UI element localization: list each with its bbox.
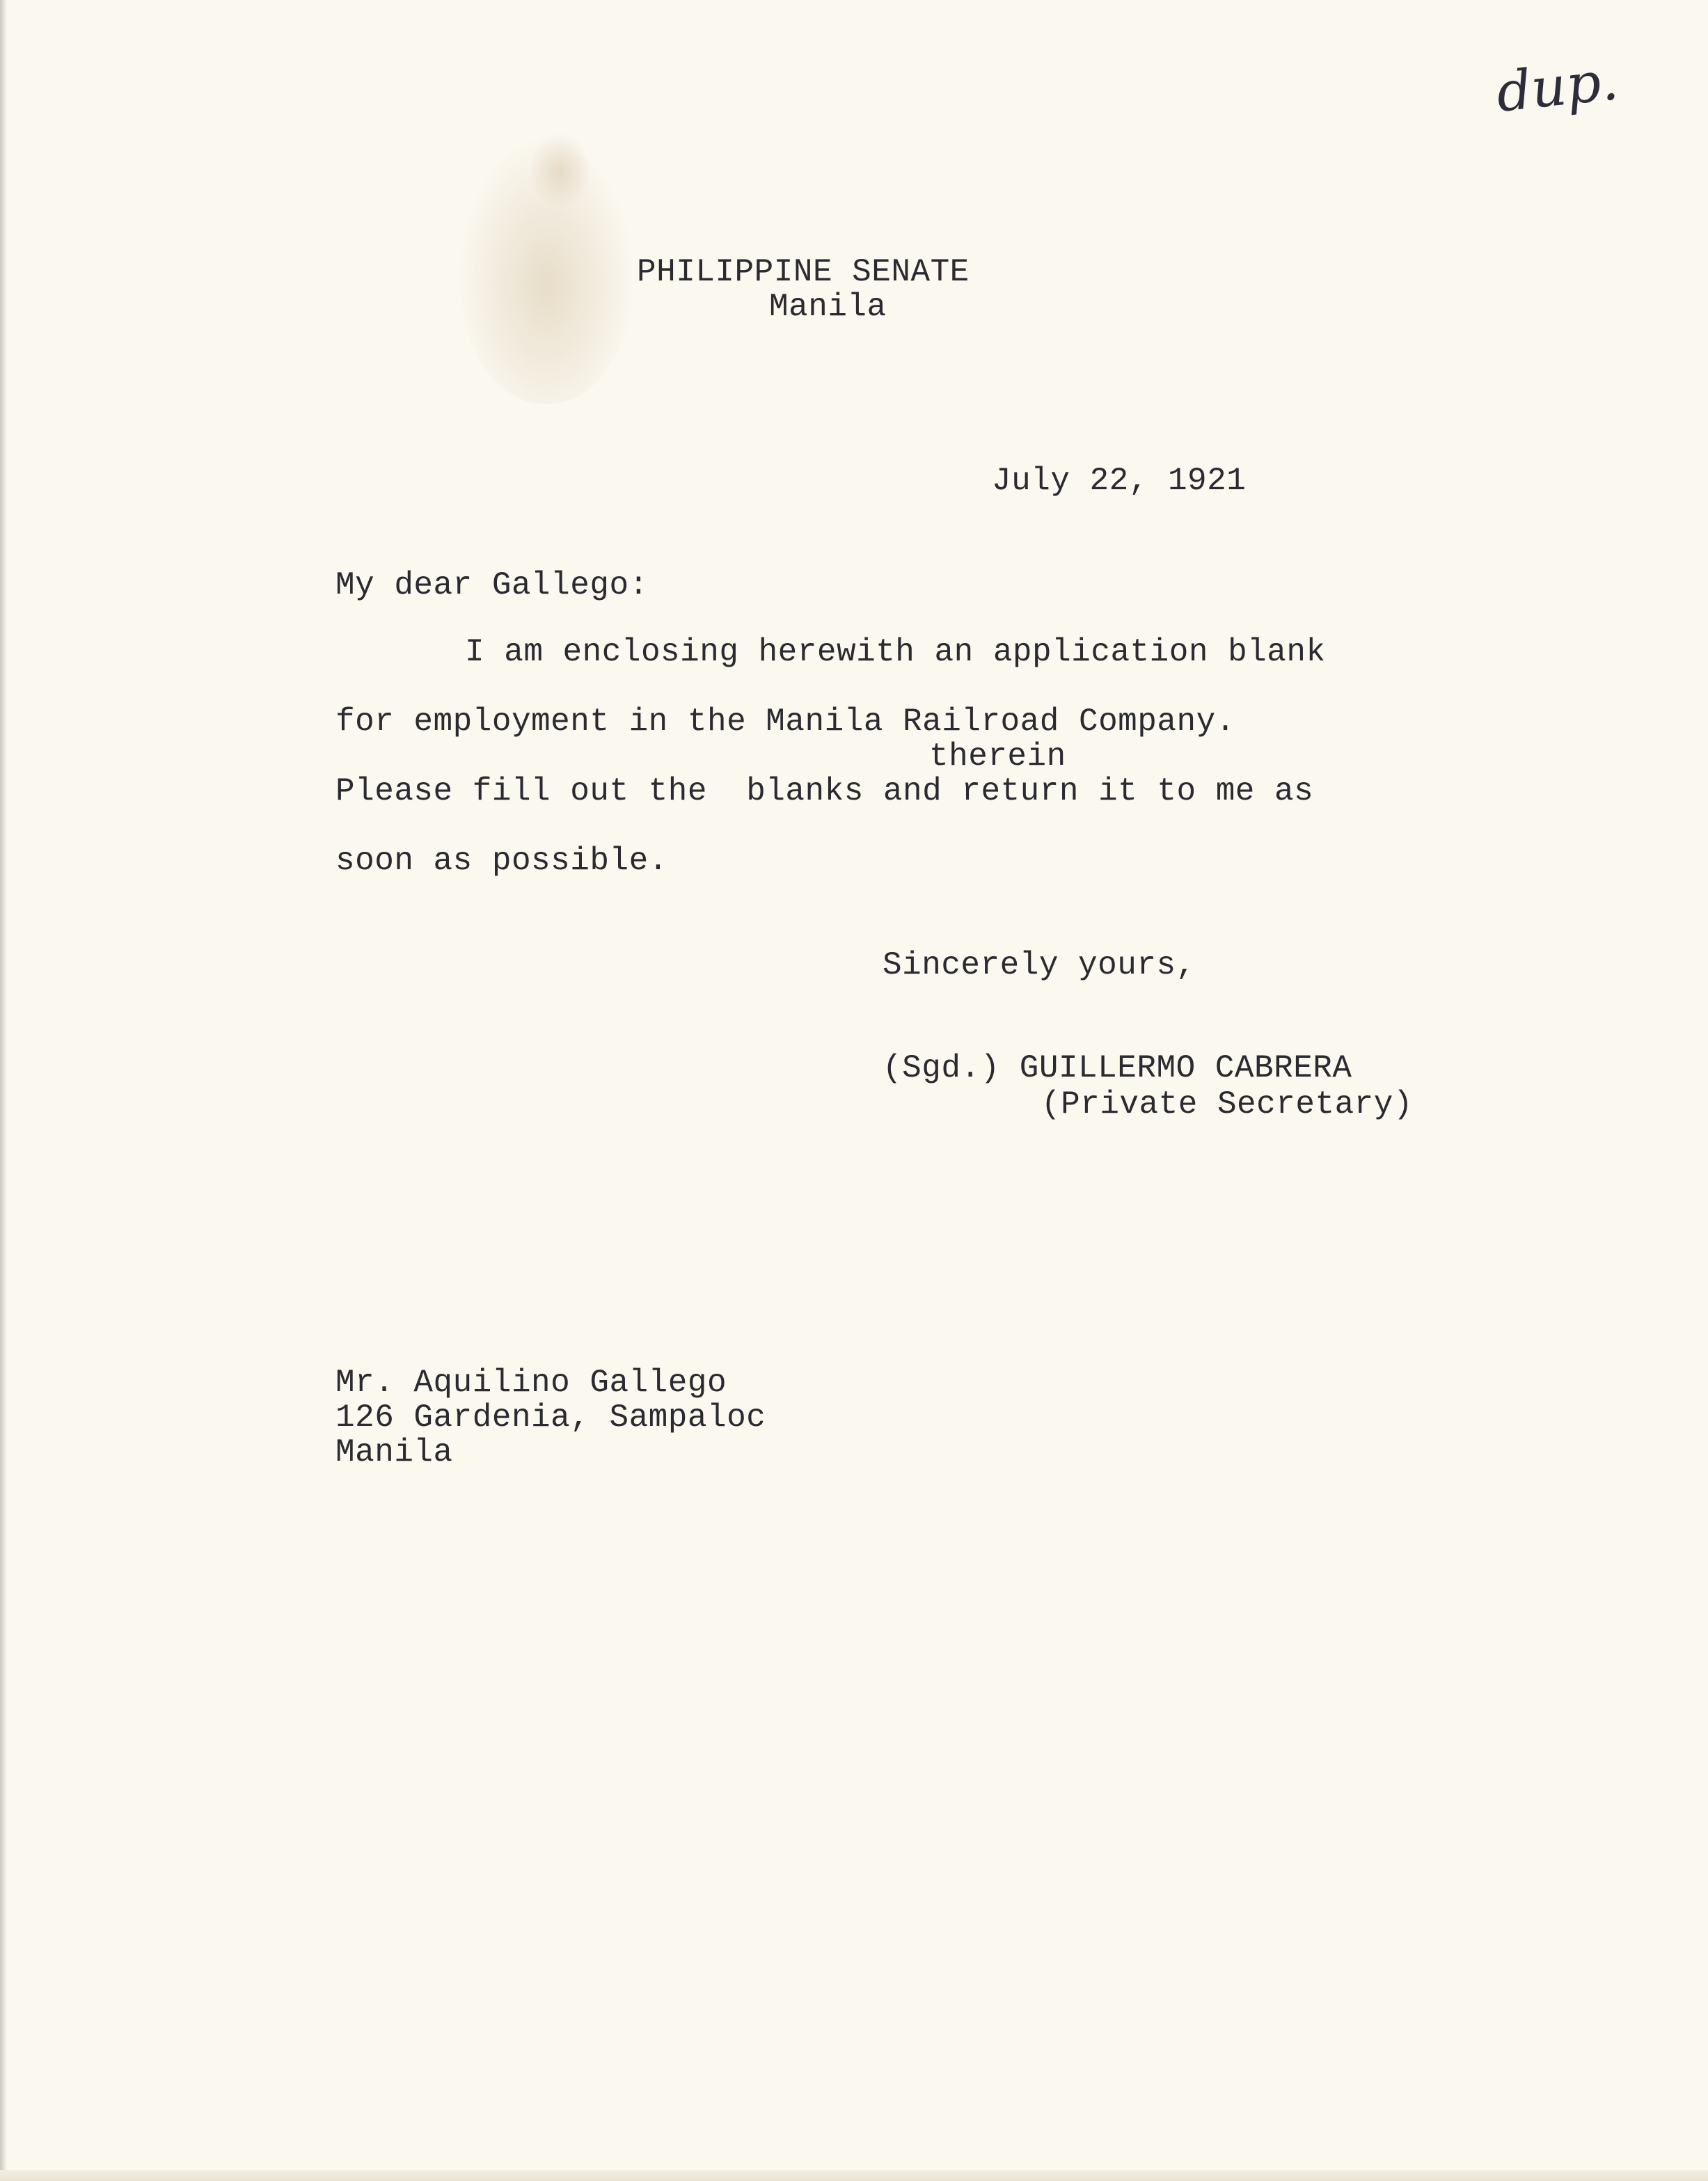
letterhead-city: Manila xyxy=(769,289,887,325)
body-line-3: Please fill out the blanks and return it to me as xyxy=(335,773,1314,809)
signature-name: (Sgd.) GUILLERMO CABRERA xyxy=(883,1050,1352,1086)
recipient-name: Mr. Aquilino Gallego xyxy=(335,1365,727,1401)
salutation: My dear Gallego: xyxy=(335,567,649,603)
scan-footer-strip xyxy=(0,2170,1708,2181)
closing: Sincerely yours, xyxy=(883,947,1196,983)
letter-date: July 22, 1921 xyxy=(992,463,1247,499)
body-line-4: soon as possible. xyxy=(335,843,668,879)
scan-edge-shadow xyxy=(0,0,7,2181)
water-stain-spot xyxy=(529,132,592,209)
body-line-2: for employment in the Manila Railroad Company. xyxy=(335,704,1235,740)
recipient-street: 126 Gardenia, Sampaloc xyxy=(335,1399,766,1436)
body-line-1: I am enclosing herewith an application blank xyxy=(465,634,1326,670)
handwritten-annotation: dup. xyxy=(1493,49,1622,125)
signature-title: (Private Secretary) xyxy=(1041,1086,1413,1123)
body-insertion: therein xyxy=(929,738,1066,775)
letterhead-org: PHILIPPINE SENATE xyxy=(637,254,970,290)
recipient-city: Manila xyxy=(335,1434,453,1470)
